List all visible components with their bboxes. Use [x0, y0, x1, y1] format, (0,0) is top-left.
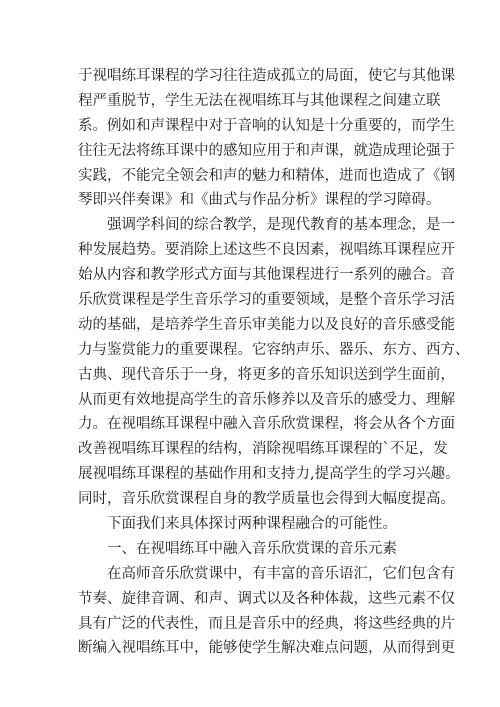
text-line: 力与鉴赏能力的重要课程。它容纳声乐、器乐、东方、西方、	[78, 341, 470, 358]
text-line: 古典、现代音乐于一身，将更多的音乐知识送到学生面前，	[78, 366, 455, 383]
text-line: 往往无法将练耳课中的感知应用于和声课，就造成理论强于	[78, 142, 455, 159]
text-line: 于视唱练耳课程的学习往往造成孤立的局面，使它与其他课	[78, 68, 455, 84]
text-line: 琴即兴伴奏课》和《曲式与作品分析》课程的学习障碍。	[78, 192, 441, 209]
text-line: 同时，音乐欣赏课程自身的教学质量也会得到大幅度提高。	[78, 491, 455, 508]
text-line: 动的基础，是培养学生音乐审美能力以及良好的音乐感受能	[78, 316, 455, 333]
section-heading: 一、在视唱练耳中融入音乐欣赏课的音乐元素	[107, 540, 397, 557]
text-line: 乐欣赏课程是学生音乐学习的重要领域，是整个音乐学习活	[78, 292, 455, 309]
text-line: 种发展趋势。要消除上述这些不良因素，视唱练耳课程应开	[78, 242, 455, 259]
text-line: 下面我们来具体探讨两种课程融合的可能性。	[107, 516, 397, 533]
text-line: 强调学科间的综合教学，是现代教育的基本理念，是一	[107, 217, 455, 234]
text-line: 具有广泛的代表性，而且是音乐中的经典，将这些经典的片	[78, 615, 455, 632]
text-line: 始从内容和教学形式方面与其他课程进行一系列的融合。音	[78, 267, 455, 284]
text-line: 断编入视唱练耳中，能够使学生解决难点问题，从而得到更	[78, 640, 455, 657]
text-line: 在高师音乐欣赏课中，有丰富的音乐语汇，它们包含有	[107, 565, 455, 582]
text-line: 从而更有效地提高学生的音乐修养以及音乐的感受力、理解	[78, 391, 455, 408]
text-line: 程严重脱节，学生无法在视唱练耳与其他课程之间建立联	[78, 92, 441, 109]
text-line: 展视唱练耳课程的基础作用和支持力,提高学生的学习兴趣。	[78, 466, 460, 483]
text-line: 力。在视唱练耳课程中融入音乐欣赏课程，将会从各个方面	[78, 416, 455, 433]
text-line: 实践，不能完全领会和声的魅力和精体，进而也造成了《钢	[78, 167, 455, 184]
document-body	[78, 64, 470, 661]
text-line: 节奏、旋律音调、和声、调式以及各种体裁，这些元素不仅	[78, 590, 455, 607]
text-line: 系。例如和声课程中对于音响的认知是十分重要的，而学生	[78, 117, 455, 134]
text-line: 改善视唱练耳课程的结构，消除视唱练耳课程的`不足，发	[78, 441, 448, 458]
